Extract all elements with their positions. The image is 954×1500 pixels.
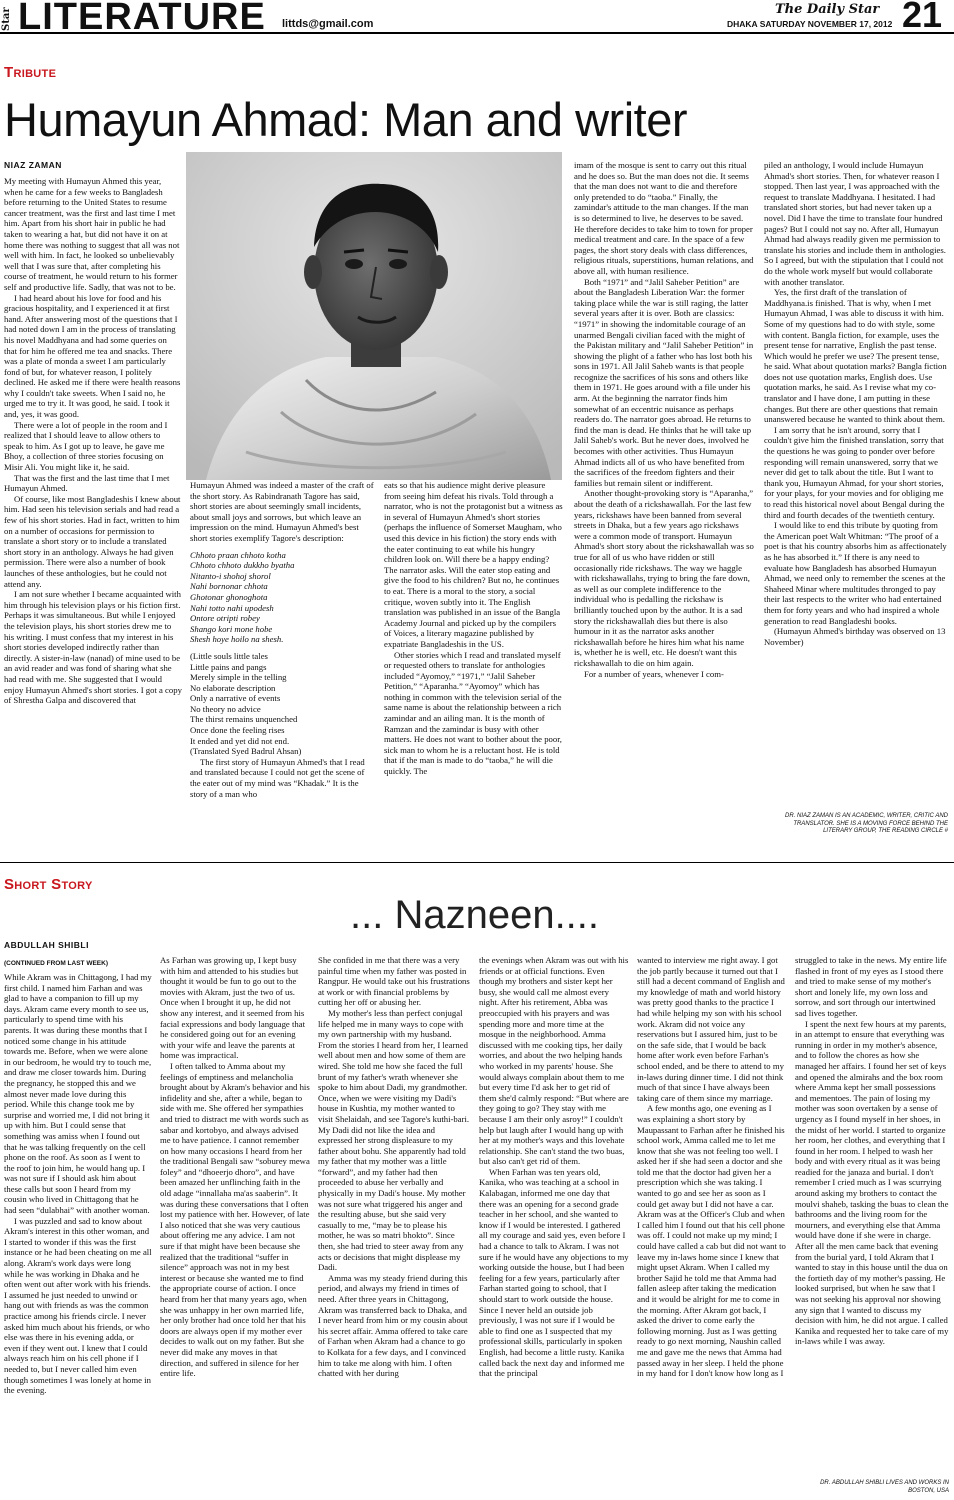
author-portrait-photo xyxy=(186,152,562,480)
story-column-3 xyxy=(318,955,471,1496)
masthead xyxy=(0,0,954,38)
paragraph: The first story of Humayun Ahmed's that I read and translated because I could not get the scene of the eater out of my mind was “Khadak.” It is the story of a man who xyxy=(190,756,365,799)
tribute-column-2 xyxy=(190,480,374,852)
paragraph: Humayun Ahmed was indeed a master of the craft of the short story. As Rabindranath Tagore has said, short stories are about seemingly small incidents, about small joys and sorrows, but which leave an impression on the mind. Humayun Ahmed's best short stories exemplify Tagore's description: xyxy=(190,480,374,543)
newspaper-name: The Daily Star xyxy=(775,2,880,17)
paragraph: I often talked to Amma about my feelings of emptiness and melancholia brought about by Akram's behavior and his infidelity and she, after a while, began to side with me. She offered her sympathies and tried to distract me with words such as sabar and kortobyo, and always advised me to have patience. I cannot remember on how many occasions I heard from her the traditional Bengali saw “soburey mewa foley” and “dhoeerjo dhoro”, and have been amazed her unflinching faith in the old adage “innallaha ma'as saaberin”. It was during these conversations that I often lost my patience with her. However, of late I also noticed that she was very cautious about offering me any advice. I am not sure if that might have been because she realized that the traditional “suffer in silence” approach was not in my best interest or because she wanted me to find the appropriate course of action. I once heard from her that many years ago, when she was unhappy in her own married life, her only brother had once told her that his doors are always open if my mother ever decides to walk out on my father. But she never did make any moves in that direction, and suffered in silence for her entire life. xyxy=(160,1060,310,1379)
paragraph: I am not sure whether I became acquainted with him through his television plays or his fiction first. Perhaps it was simultaneous. But while I enjoyed the television plays, his short stories drew me to his writing. I must confess that my interest in his short stories developed indirectly rather than directly. A sister-in-law (nanad) of mine used to be an avid reader and was fond of sharing what she had read with me. She suggested that I would enjoy Humayun Ahmed's short stories. I got a copy of Shrestha Galpa and discovered that xyxy=(4,589,182,706)
story-kicker: Short Story xyxy=(4,876,93,893)
paragraph: Another thought-provoking story is “Aparanha,” about the death of a rickshawallah. For the last few years, rickshaws have been banned from several streets in Dhaka, but a few years ago rickshaws were a common mode of transport. Humayun Ahmad's short story about the rickshawallah was so true for all of us who have ridden or still occasionally ride rickshaws. The way we haggle with rickshawallahs, trying to bring the fare down, as well as our complete indifference to the individual who is pedalling the rickshaw is brilliantly touched upon by the author. It is a sad story the rickshawallah dies but there is also humour in it as the narrator asks another rickshawallah before he hires him what his name is, whether he is well, etc. He doesn't want this rickshawallah to die on him again. xyxy=(574,488,754,668)
portrait-illustration xyxy=(186,152,562,480)
story-column-6 xyxy=(795,955,949,1476)
paragraph: Amma was my steady friend during this period, and always my friend in times of need. After three years in Chittagong, Akram was transferred back to Dhaka, and I never heard from him or my cousin about his secret affair. Amma offered to take care of Farhan when Akram had a chance to go to Kolkata for a few days, and I convinced him to take me along with him. I often chatted with her during xyxy=(318,1272,468,1379)
paragraph: I spent the next few hours at my parents, in an attempt to ensure that everything was running in order in my mother's absence, and to follow the chores as how she managed her affairs. I found her set of keys and opened the almirahs and the box room where Amma kept her small possessions and mementoes. The pain of losing my mother was soon overtaken by a sense of urgency as I found myself in her shoes, in the midst of her world. I started to organize her room, her clothes, and everything that I found in her room. I helped to wash her body and with every ritual as it was being readied for the janaza and burial. I don't remember I cried much as I was scurrying around asking my brothers to contact the moulvi shaheb, tasking the buas to clean the bathrooms and the living room for the mourners, and everything else that Amma would have done if she were in charge. After all the men came back that evening from the burial yard, I told Akram that I wanted to stay in this house until the dua on the fortieth day of my mother's passing. He looked surprised, but when he saw that I was not seeking his approval nor showing any sign that I wanted to discuss my decision with him, he did not argue. I called Kanika and requested her to take care of my in-laws while I was away. xyxy=(795,1018,949,1347)
paragraph: I was puzzled and sad to know about Akram's interest in this other woman, and I started to wonder if this was the first instance or he had been cheating on me all along. Akram's work days were long while he was working in Dhaka and he often went out after work with his friends. I assumed he just needed to unwind or hang out with friends as was the common practice among his friends circle. I never asked him much about his friends, or who else was there in his evening adda, or even if they went out. I knew that I could always reach him on his cell phone if I needed to, but I never called him even though sometimes I was lonely at home in the evening. xyxy=(4,1215,152,1396)
tribute-author-credit: DR. NIAZ ZAMAN IS AN ACADEMIC, WRITER, CRITIC AND TRANSLATOR. SHE IS A MOVING FORCE BEHIND THE LITERARY GROUP, THE READING CIRCLE # xyxy=(784,813,948,834)
paragraph: Of course, like most Bangladeshis I knew about him. Had seen his television serials and had read a few of his short stories. Had in fact, written to him on a number of occasions for permission to translate a short story or to include a translated short story in an anthology. Always he had given permission. There were also a number of book launches of these anthologies, but he could not attend any. xyxy=(4,493,181,589)
star-logo-tag: Star xyxy=(1,7,12,31)
tribute-column-4 xyxy=(574,160,754,860)
paragraph: As Farhan was growing up, I kept busy with him and attended to his studies but thought it would be fun to go out to the movies with Akram, just the two of us. Once when I brought it up, he did not show any interest, and it seemed from his facial expressions and body language that he considered going out for an evening with your wife and leave the parents at home was impractical. xyxy=(160,955,305,1061)
paragraph: (Humayun Ahmed's birthday was observed on 13 November) xyxy=(764,626,946,647)
paragraph: Both “1971” and “Jalil Saheber Petition” are about the Bangladesh Liberation War: the former taking place while the war is still raging, the latter several years after it is over. Both are classics: “1971” in showing the indomitable courage of an unarmed Bengali civilian faced with the might of the Pakistan military and “Jalil Saheber Petition” in showing the plight of a father who has lost both his sons in 1971. All Jalil Saheb wants is that people recognize the sacrifices of his sons and others like them in 1971. He goes around with a file under his arm. At the beginning the narrator finds him somewhat of an eccentric nuisance as perhaps readers do. The narrator goes abroad. He returns to find the man is dead. He thinks that he will take up Jalil Saheb's work. But he never does, involved he becomes with other activities. Thus Humayun Ahmad indicts all of us who have benefited from the sacrifices of the freedom fighters and their families but remain silent or indifferent. xyxy=(574,276,754,488)
paragraph: I would like to end this tribute by quoting from the American poet Walt Whitman: “The proof of a poet is that his country absorbs him as affectionately as he has absorbed it.” If there is any need to evaluate how Bangladesh has absorbed Humayun Ahmad, we need only to remember the scenes at the Shaheed Minar where multitudes thronged to pay their last respects to the writer who had entertained them for forty years and who had inspired a whole generation to read Bangladeshi books. xyxy=(764,520,947,626)
paragraph: There were a lot of people in the room and I realized that I should leave to allow others to speak to him. As I got up to leave, he gave me Bhoy, a collection of three stories focusing on Misir Ali. You might like it, he said. xyxy=(4,419,168,473)
bengali-verse: Chhoto praan chhoto kotha Chhoto chhoto dukkho byatha Nitanto-i shohoj shorol Nahi bornonar chhota Ghotonar ghonoghota Nahi totto nahi upodesh Ontore otripti robey Shango kori mone hobe Shesh hoye hoilo na shesh. xyxy=(190,549,295,645)
section-divider xyxy=(0,862,954,863)
story-byline: ABDULLAH SHIBLI xyxy=(4,940,89,950)
paragraph: struggled to take in the news. My entire life flashed in front of my eyes as I stood there and tried to make sense of my mother's short and lonely life, my own loss and sorrow, and sort through our intertwined sad lives together. xyxy=(795,955,947,1018)
dateline: DHAKA SATURDAY NOVEMBER 17, 2012 xyxy=(727,19,893,29)
section-email[interactable]: littds@gmail.com xyxy=(282,18,374,30)
tribute-byline: NIAZ ZAMAN xyxy=(4,160,62,170)
paragraph: the evenings when Akram was out with his friends or at official functions. Even though my brothers and sister kept her busy, she would call me almost every night. After his retirement, Abba was preoccupied with his prayers and was spending more and more time at the mosque in the neighborhood. Amma discussed with me cooking tips, her daily worries, and about the two helping hands who worked in my parents' house. She would always complain about them to me but every time I'd ask her to get rid of them she'd calmly respond: “But where are they going to go? They stay with me because I am their only asroy!” I couldn't help but laugh after I would hang up with her at my mother's ways and this lovehate relationship. She can't stand the two buas, but also can't get rid of them. xyxy=(479,955,629,1167)
paragraph: She confided in me that there was a very painful time when my father was posted in Rangpur. He would take out his frustrations at work or with financial problems by cutting her off or abusing her. xyxy=(318,955,470,1008)
paragraph: eats so that his audience might derive pleasure from seeing him defeat his rivals. Told through a narrator, who is not the protagonist but a witness as in several of Humayun Ahmed's short stories (perhaps the influence of Somerset Maugham, who used this device in his fiction) the story ends with the eater continuing to eat while his hungry children look on. Will there be a happy ending? The narrator asks. Will the eater stop eating and give the food to his children? But no, he continues to eat. There is a moral to the story, a social critique, woven subtly into it. The English translation was published in an issue of the Bangla Academy Journal and picked up by the compilers of Voices, a literary magazine published by expatriate Bangladeshis in the US. xyxy=(384,480,563,649)
story-column-5 xyxy=(637,955,787,1496)
paragraph: piled an anthology, I would include Humayun Ahmad's short stories. Then, for whatever reason I stopped. Then last year, I was approached with the request to translate Maddhyana. I hesitated. I had translated short stories, but had never taken up a novel. Did I have the time to translate four hundred pages? But I could not say no. After all, Humayun Ahmad had always readily given me permission to translate his stories and include them in anthologies. So I agreed, but with the stipulation that I could not do the whole work myself but would collaborate with another translator. xyxy=(764,160,946,287)
tribute-kicker: Tribute xyxy=(4,64,57,81)
paragraph: A few months ago, one evening as I was explaining a short story by Maupassant to Farhan after he finished his school work, Amma called me to let me know that she was not feeling too well. I asked her if she had seen a doctor and she told me that the doctor had given her a prescription which she was taking. I wanted to go and see her as soon as I could get away but I did not have a car. Akram was at the Officer's Club and when I called him I found out that his cell phone was off. I could not make up my mind; I could have called a cab but did not want to leave my in-laws home since I knew that might upset Akram. When I called my brother Sajid he told me that Amma had fallen asleep after taking the medication and it would be alright for me to come in the morning. After Akram got back, I asked the driver to come early the following morning. Just as I was getting ready to go next morning, Naushin called me and gave me the news that Amma had passed away in her sleep. I held the phone in my hand for I don't know how long as I xyxy=(637,1103,786,1379)
english-verse: (Little souls little tales Little pains and pangs Merely simple in the telling No elaborate description Only a narrative of events No theory no advice The thirst remains unquenched Once done the feeling rises It ended and yet did not end. (Translated Syed Badrul Ahsan) xyxy=(190,650,302,757)
continued-note: (CONTINUED FROM LAST WEEK) xyxy=(4,960,108,967)
story-column-4 xyxy=(479,955,629,1496)
page-number: 21 xyxy=(902,0,943,35)
section-title: LITERATURE xyxy=(18,0,266,38)
tribute-column-1 xyxy=(4,176,182,852)
tribute-column-3 xyxy=(384,480,564,852)
paragraph: I am sorry that he isn't around, sorry that I couldn't give him the finished translation, sorry that the questions he was going to ponder over before responding will remain unanswered, sorry that we never did get to talk about the title. But I want to thank you, Humayun Ahmad, for your short stories, for your plays, for your movies and for obliging me to read this historical novel about Bengal during the third and fourth decades of the twentieth century. xyxy=(764,424,945,520)
article-headline: Humayun Ahmad: Man and writer xyxy=(4,93,687,146)
paragraph: wanted to interview me right away. I got the job partly because it turned out that I still had a decent command of English and my knowledge of math and world history was pretty good thanks to the practice I had while helping my son with his school work. Akram did not voice any reservations but I assured him, just to be on the safe side, that I would be back home after work even before Farhan's school ended, and be there to attend to my in-laws during dinner time. I did not think much of that since I have always been taking care of them since my marriage. xyxy=(637,955,785,1103)
paragraph: When Farhan was ten years old, Kanika, who was teaching at a school in Kalabagan, informed me one day that there was an opening for a second grade teacher in her school, and she wanted to know if I would be interested. I gathered all my courage and said yes, even before I had a chance to talk to Akram. I was not sure if he would have any objections to my working outside the house, but I had been feeling for a few years, particularly after Farhan started going to school, that I should start to work outside the house. Since I never held an outside job previously, I was not sure if I would be able to find one as I suspected that my professional skills, particularly in spoken English, had become a little rusty. Kanika called back the next day and informed me that the principal xyxy=(479,1166,629,1379)
paragraph: My meeting with Humayun Ahmed this year, when he came for a few weeks to Bangladesh before returning to the United States to resume cancer treatment, was the first and last time I met him. Apart from his short hair in public he had taken to wearing a hat, but did not have it on at home there was nothing to suggest that all was not well with him. In fact, he looked so unbelievably well that I was sure that, after completing his course of treatment, he would return to his former self and productive life. Sadly, that was not to be. xyxy=(4,176,180,292)
story-column-1 xyxy=(4,972,152,1496)
paragraph: Yes, the first draft of the translation of Maddhyana.is finished. That is why, when I met Humayun Ahmad, I was able to discuss it with him. Some of my questions had to do with style, some with content. Bangla fiction, for example, uses the present tense for narrative, English the past tense. Which would he prefer we use? The present tense, he said. What about quotation marks? Bangla fiction does not use quotation marks, English does. Use quotation marks, he said. As I revise what my co-translator and I have done, I am putting in these changes. But there are other questions that remain unanswered because he wanted to think about them. xyxy=(764,287,947,425)
tribute-column-5 xyxy=(764,160,948,812)
paragraph: imam of the mosque is sent to carry out this ritual and he does so. But the man does not die. It seems that the man does not want to die and therefore only pretended to do “taoba.” Finally, the zamindar's attitude to the man changes. If the man is so determined to live, he deserves to be saved. He therefore decides to take him to town for proper medical treatment and care. In the space of a few pages, the short story deals with class differences, religious rituals, superstitions, human relations, and above all, with human resilience. xyxy=(574,160,754,276)
story-author-credit: DR. ABDULLAH SHIBLI LIVES AND WORKS IN BOSTON, USA xyxy=(820,1480,949,1494)
paragraph: That was the first and the last time that I met Humayun Ahmed. xyxy=(4,472,170,494)
paragraph: My mother's less than perfect conjugal life helped me in many ways to cope with my own partnership with my husband. From the stories I heard from her, I learned well about men and how some of them are wired. She told me how she faced the full brunt of my father's wrath whenever she spoke to him about Dadi, my grandmother. Once, when we were visiting my Dadi's house in Kushtia, my mother wanted to visit Shelaidah, and see Tagore's kuthi-bari. My Dadi did not like the idea and expressed her strong displeasure to my father about bohu. She apparently had told my father that my mother was a little “forward”, and my father had then proceeded to abuse her verbally and physically in my Dadi's house. My mother was not sure what triggered his anger and the resulting abuse, but she said very casually to me, “may be to please his mother, he was so matri bhokto”. Since then, she had tried to steer away from any acts or decisions that might displease my Dadi. xyxy=(318,1007,470,1273)
paragraph: Other stories which I read and translated myself or requested others to translate for anthologies included “Ayomoy,” “1971,” “Jalil Saheber Petition,” “Aparanha.” “Ayomoy” which has nothing in common with the television serial of the same name is about the relationship between a rich zamindar and an ailing man. It is the month of Ramzan and the zamindar is busy with other matters. He does not want to bother about the poor, sick man to whom he is a reluctant host. He is told that if the man is made to do “taoba,” he will die quickly. The xyxy=(384,649,562,777)
paragraph: For a number of years, whenever I com- xyxy=(584,668,724,679)
story-title: ... Nazneen.... xyxy=(350,893,600,937)
paragraph: While Akram was in Chittagong, I had my first child. I named him Farhan and was glad to have a companion to fill up my days. Akram came every month to see us, particularly to spend time with his parents. It was during these months that I noticed some change in his attitude towards me. Before, when we were alone in our bedroom, he would try to touch me, and draw me closer towards him. During the pregnancy, he stopped this and we almost never made love during this period. While this change took me by surprise and worried me, I did not bring it up with him. But I could sense that something was amiss when I found out that he was talking frequently on the cell phone on the roof. As soon as I went to the roof to join him, he would hang up. I was not sure if I should ask him about these calls but soon I heard from my cousin who lived in Chittagong that he had seen “dulabhai” with another woman. xyxy=(4,972,152,1216)
story-column-2 xyxy=(160,955,310,1496)
paragraph: I had heard about his love for food and his gracious hospitality, and I experienced it at first hand. After answering most of the questions that I had noted down I am in the process of translating his novel Maddhyana and had some queries on that for him he offered me tea and snacks. There was a plate of monda a sweet I am particularly fond of but, for whatever reason, I politely declined. He asked me if there were health reasons why I couldn't take sweets. When I said no, he urged me to try it. It was good, he said. I took it and, yes, it was good. xyxy=(4,292,181,420)
